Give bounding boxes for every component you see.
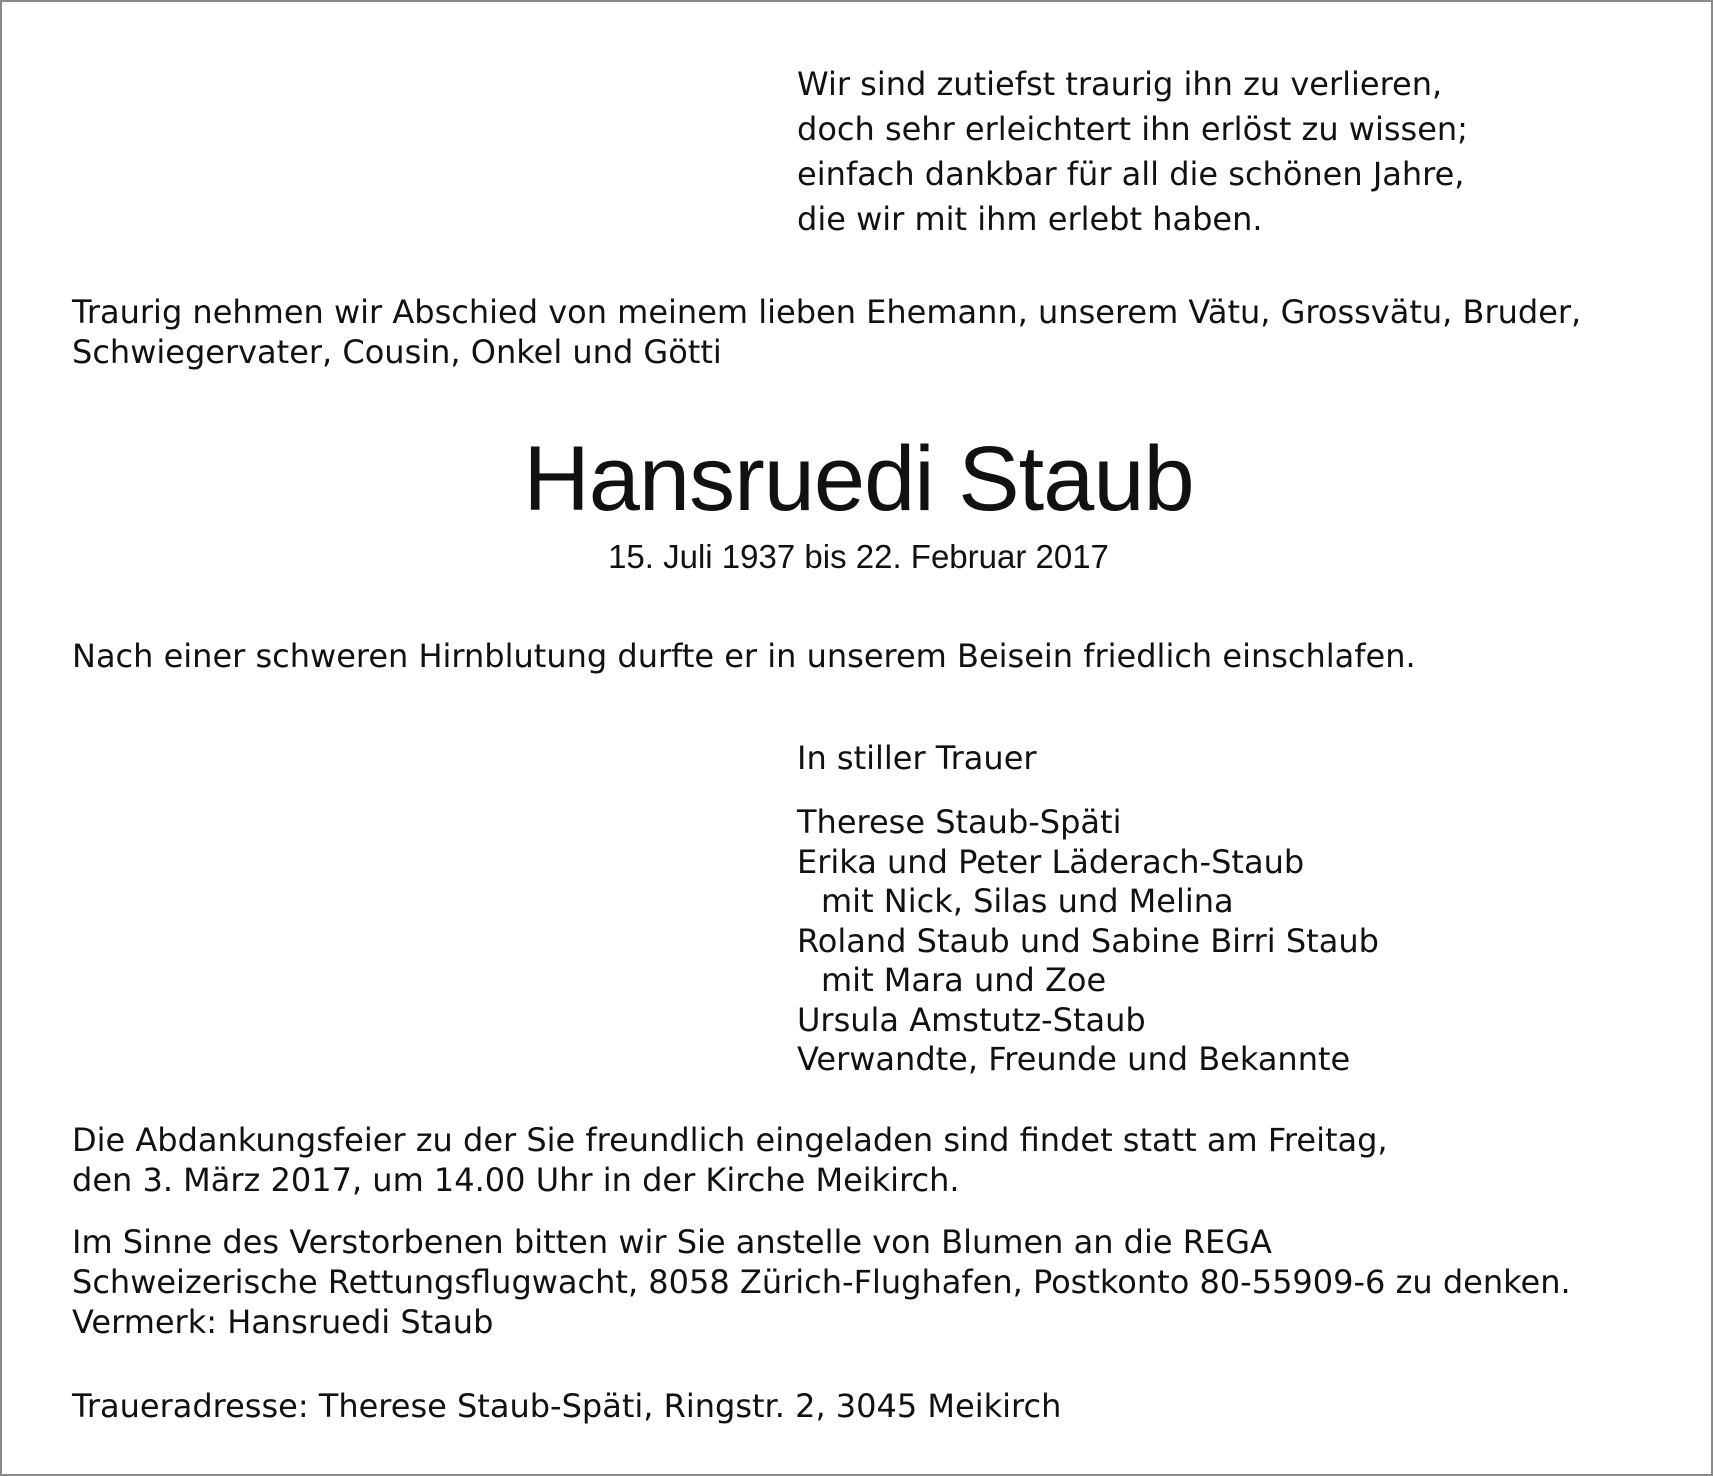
verse-line: doch sehr erleichtert ihn erlöst zu wissen; [797, 110, 1468, 148]
verse-line: einfach dankbar für all die schönen Jahre, [797, 155, 1465, 193]
mourners-list [797, 803, 1379, 1080]
mourner-entry: Verwandte, Freunde und Bekannte [797, 1040, 1351, 1078]
intro-line: Traurig nehmen wir Abschied von meinem lieben Ehemann, unserem Vätu, Grossvätu, Bruder, [72, 293, 1582, 331]
mourner-subentry: mit Nick, Silas und Melina [821, 882, 1234, 920]
deceased-name: Hansruedi Staub [523, 428, 1194, 530]
mourner-entry: Therese Staub-Späti [797, 803, 1122, 841]
mourner-entry: Ursula Amstutz-Staub [797, 1000, 1146, 1039]
mourning-address: Traueradresse: Therese Staub-Späti, Ringstr. 2, 3045 Meikirch [72, 1387, 1062, 1425]
ceremony-info [72, 1120, 1388, 1200]
donation-request [72, 1222, 1571, 1342]
passing-statement: Nach einer schweren Hirnblutung durfte er in unserem Beisein friedlich einschlafen. [72, 637, 1416, 675]
verse-line: die wir mit ihm erlebt haben. [797, 200, 1263, 238]
mourning-label: In stiller Trauer [797, 739, 1037, 777]
verse-line: Wir sind zutiefst traurig ihn zu verlieren, [797, 65, 1443, 103]
life-dates: 15. Juli 1937 bis 22. Februar 2017 [608, 538, 1109, 575]
intro-line: Schwiegervater, Cousin, Onkel und Götti [72, 333, 722, 371]
mourner-entry: Roland Staub und Sabine Birri Staub [797, 921, 1379, 960]
mourner-entry: Erika und Peter Läderach-Staub [797, 842, 1305, 881]
donation-line: Im Sinne des Verstorbenen bitten wir Sie anstelle von Blumen an die REGA [72, 1223, 1272, 1261]
donation-line: Schweizerische Rettungsflugwacht, 8058 Zürich-Flughafen, Postkonto 80-55909-6 zu denken. [72, 1263, 1571, 1301]
ceremony-line: Die Abdankungsfeier zu der Sie freundlich eingeladen sind findet statt am Freitag, [72, 1121, 1388, 1159]
intro-text [72, 292, 1581, 372]
verse [797, 62, 1468, 242]
ceremony-line: den 3. März 2017, um 14.00 Uhr in der Kirche Meikirch. [72, 1161, 960, 1199]
mourner-subentry: mit Mara und Zoe [821, 961, 1107, 999]
donation-line: Vermerk: Hansruedi Staub [72, 1303, 494, 1341]
